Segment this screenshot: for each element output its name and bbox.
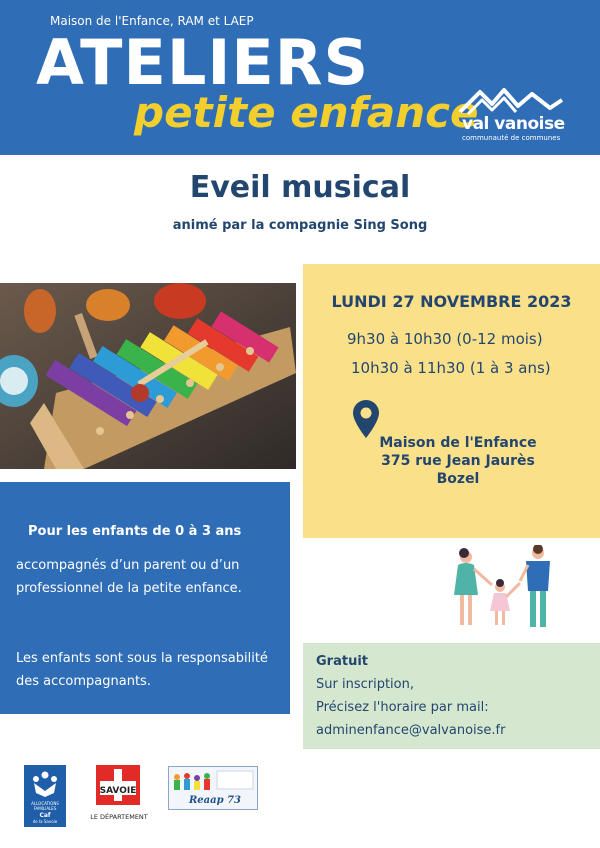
audience-title: Pour les enfants de 0 à 3 ans bbox=[28, 524, 242, 539]
time-slot-1: 9h30 à 10h30 (0-12 mois) bbox=[347, 330, 543, 348]
contact-email[interactable]: adminenfance@valvanoise.fr bbox=[316, 723, 506, 738]
registration-note: Sur inscription, bbox=[316, 677, 414, 692]
caf-label-1: ALLOCATIONS bbox=[31, 801, 59, 806]
address bbox=[363, 434, 553, 488]
schedule-panel bbox=[303, 264, 600, 538]
savoie-subtitle: LE DÉPARTEMENT bbox=[90, 813, 148, 821]
caf-logo bbox=[24, 765, 66, 827]
caf-label-2: FAMILIALES bbox=[33, 806, 57, 811]
logo-subtitle: communauté de communes bbox=[462, 134, 561, 142]
savoie-label: SAVOIE bbox=[99, 786, 137, 796]
family-illustration bbox=[440, 545, 570, 635]
audience-paragraph-2: Les enfants sont sous la responsabilité des accompagnants. bbox=[16, 651, 268, 689]
mountain-icon bbox=[458, 84, 568, 116]
audience-paragraph-1: accompagnés d’un parent ou d’un professionnel de la petite enfance. bbox=[16, 558, 242, 596]
audience-panel bbox=[0, 482, 290, 714]
header-banner bbox=[0, 0, 600, 155]
header-subtitle: Maison de l'Enfance, RAM et LAEP bbox=[50, 14, 254, 28]
event-title: Eveil musical bbox=[189, 170, 411, 205]
header-title: ATELIERS bbox=[36, 26, 370, 99]
address-line-2: 375 rue Jean Jaurès bbox=[381, 453, 535, 469]
location-pin-icon bbox=[353, 400, 379, 438]
price-label: Gratuit bbox=[316, 654, 368, 669]
caf-label-4: de la Savoie bbox=[32, 819, 58, 824]
xylophone-photo bbox=[0, 283, 296, 469]
caf-label-3: Caf bbox=[39, 812, 51, 819]
savoie-logo bbox=[86, 765, 152, 825]
address-line-1: Maison de l'Enfance bbox=[379, 435, 537, 451]
logo-name: val vanoise bbox=[462, 114, 565, 134]
address-line-3: Bozel bbox=[436, 471, 480, 487]
info-panel bbox=[303, 643, 600, 749]
val-vanoise-logo bbox=[458, 84, 568, 144]
header-title-secondary: petite enfance bbox=[134, 88, 479, 137]
registration-instruction: Précisez l'horaire par mail: bbox=[316, 700, 489, 715]
reaap-label: Reaap 73 bbox=[188, 795, 242, 806]
event-subtitle: animé par la compagnie Sing Song bbox=[172, 218, 428, 233]
reaap-logo bbox=[168, 766, 258, 810]
time-slot-2: 10h30 à 11h30 (1 à 3 ans) bbox=[351, 359, 551, 377]
event-date: LUNDI 27 NOVEMBRE 2023 bbox=[331, 292, 572, 311]
